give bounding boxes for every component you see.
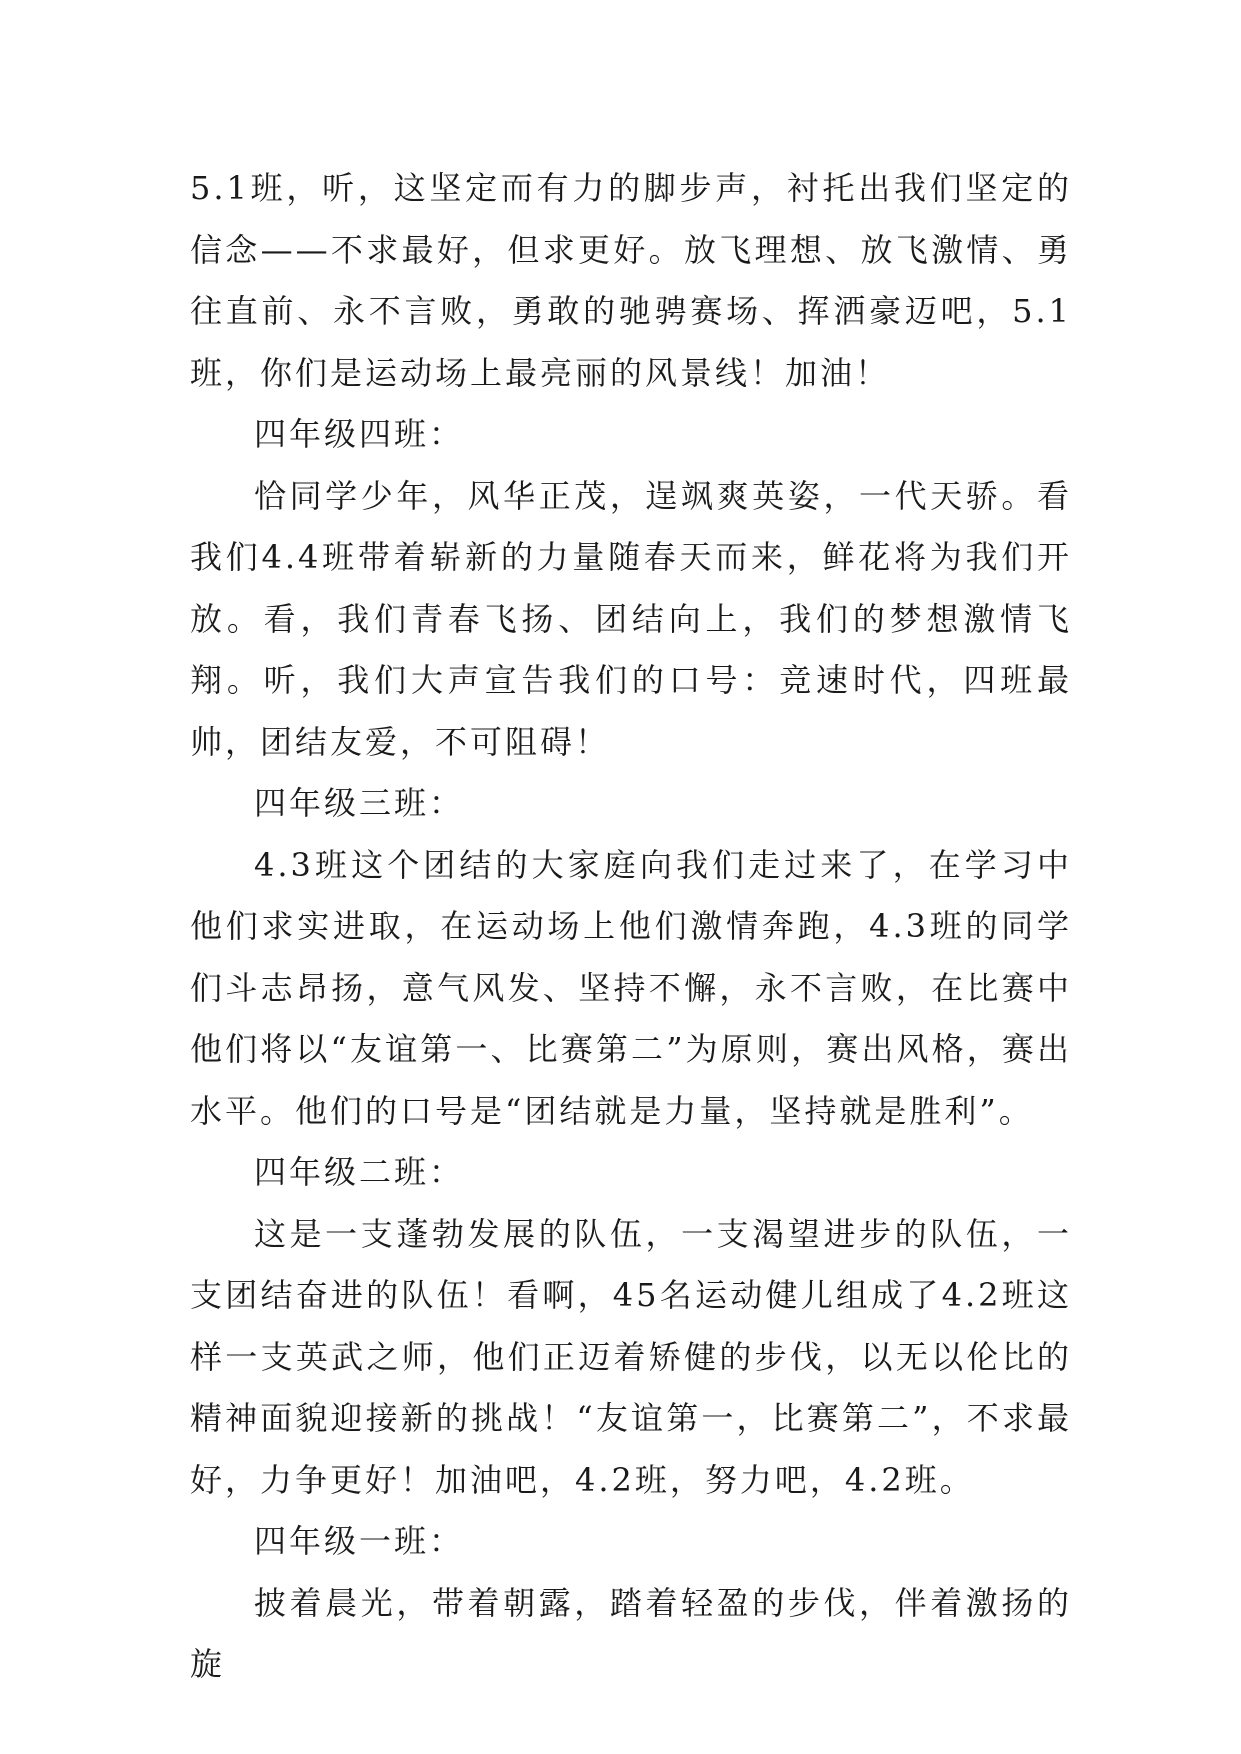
heading-grade4-class1: 四年级一班： bbox=[254, 1522, 465, 1560]
heading-grade4-class4: 四年级四班： bbox=[254, 415, 465, 453]
heading-grade4-class3: 四年级三班： bbox=[254, 784, 465, 822]
paragraph-class-5-1: 5.1班，听，这坚定而有力的脚步声，衬托出我们坚定的信念——不求最好，但求更好。放飞理想、放飞激情、勇往直前、永不言败，勇敢的驰骋赛场、挥洒豪迈吧，5.1班，你们是运动场上最亮丽的风景线！加油！ bbox=[190, 169, 1072, 392]
heading-grade4-class2: 四年级二班： bbox=[254, 1153, 465, 1191]
paragraph-class-4-1: 披着晨光，带着朝露，踏着轻盈的步伐，伴着激扬的旋 bbox=[190, 1583, 1072, 1683]
document-body bbox=[190, 158, 1072, 1696]
paragraph-class-4-2: 这是一支蓬勃发展的队伍，一支渴望进步的队伍，一支团结奋进的队伍！看啊，45名运动健儿组成了4.2班这样一支英武之师，他们正迈着矫健的步伐，以无以伦比的精神面貌迎接新的挑战！“友谊第一，比赛第二”，不求最好，力争更好！加油吧，4.2班，努力吧，4.2班。 bbox=[190, 1214, 1072, 1499]
paragraph-class-4-4: 恰同学少年，风华正茂，逞飒爽英姿，一代天骄。看我们4.4班带着崭新的力量随春天而来，鲜花将为我们开放。看，我们青春飞扬、团结向上，我们的梦想激情飞翔。听，我们大声宣告我们的口号：竞速时代，四班最帅，团结友爱，不可阻碍！ bbox=[190, 476, 1072, 761]
paragraph-class-4-3: 4.3班这个团结的大家庭向我们走过来了，在学习中他们求实进取，在运动场上他们激情奔跑，4.3班的同学们斗志昂扬，意气风发、坚持不懈，永不言败，在比赛中他们将以“友谊第一、比赛第二”为原则，赛出风格，赛出水平。他们的口号是“团结就是力量，坚持就是胜利”。 bbox=[190, 845, 1072, 1130]
